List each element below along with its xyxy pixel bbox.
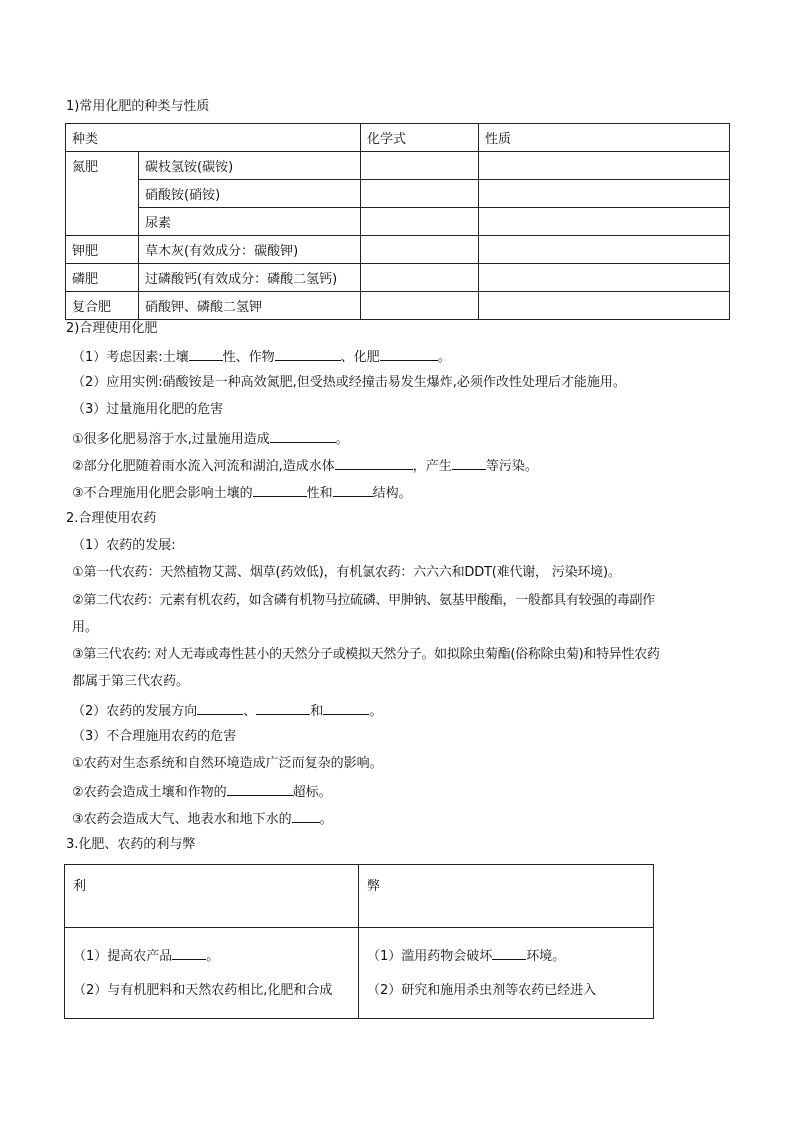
text-line: ①农药对生态系统和自然环境造成广泛而复杂的影响。	[72, 756, 383, 771]
fertilizer-table	[65, 123, 730, 320]
text-segment: 结构。	[372, 486, 412, 501]
table-row	[66, 208, 730, 236]
property-cell	[479, 180, 730, 208]
text-line	[73, 940, 350, 974]
text-line: ③第三代农药: 对人无毒或毒性甚小的天然分子或模拟天然分子。如拟除虫菊酯(俗称除虫菊)和特异性农药	[72, 647, 660, 662]
header-category: 种类	[66, 124, 361, 152]
category-cell: 氮肥	[66, 152, 139, 236]
text-segment: 。	[335, 432, 349, 447]
fill-blank	[380, 347, 438, 361]
text-segment: 、	[243, 704, 257, 719]
fertilizer-name: 尿素	[139, 208, 361, 236]
fertilizer-name: 过磷酸钙(有效成分：磷酸二氢钙)	[139, 264, 361, 292]
text-line: （3）过量施用化肥的危害	[72, 402, 224, 417]
text-segment: 和	[310, 704, 324, 719]
formula-cell	[361, 264, 479, 292]
formula-cell	[361, 180, 479, 208]
table-row	[66, 180, 730, 208]
text-segment: ①很多化肥易溶于水,过量施用造成	[72, 432, 270, 447]
category-cell: 复合肥	[66, 292, 139, 320]
fertilizer-name: 硝酸铵(硝铵)	[139, 180, 361, 208]
fertilizer-name: 碳枝氢铵(碳铵)	[139, 152, 361, 180]
text-segment: 、化肥	[340, 350, 380, 365]
table-row	[66, 152, 730, 180]
formula-cell	[361, 208, 479, 236]
table-row	[65, 928, 654, 1019]
fertilizer-name: 草木灰(有效成分：碳酸钾)	[139, 236, 361, 264]
fill-blank	[227, 782, 293, 796]
section2-title: 2)合理使用化肥	[66, 321, 158, 336]
text-line: （2）与有机肥料和天然农药相比,化肥和合成	[73, 983, 333, 998]
category-cell: 磷肥	[66, 264, 139, 292]
text-segment: ②农药会造成土壤和作物的	[72, 785, 227, 800]
pros-cell	[65, 928, 359, 1019]
text-segment: （1）考虑因素:土壤	[72, 350, 189, 365]
text-line	[72, 483, 412, 503]
text-segment: 超标。	[292, 785, 332, 800]
fill-blank	[270, 429, 336, 443]
text-segment: 环境。	[526, 949, 566, 964]
fertilizer-name: 硝酸钾、磷酸二氢钾	[139, 292, 361, 320]
fill-blank	[292, 809, 320, 823]
text-segment: 。	[206, 949, 220, 964]
formula-cell	[361, 152, 479, 180]
table-row	[66, 236, 730, 264]
category-cell: 钾肥	[66, 236, 139, 264]
text-segment: 性、作物	[222, 350, 275, 365]
text-line: 都属于第三代农药。	[72, 674, 190, 689]
header-cons: 弊	[359, 865, 654, 928]
fill-blank	[275, 347, 341, 361]
fill-blank	[197, 701, 243, 715]
text-segment: （1）提高农产品	[73, 949, 173, 964]
text-line	[72, 701, 382, 721]
property-cell	[479, 152, 730, 180]
text-line	[72, 782, 332, 802]
property-cell	[479, 292, 730, 320]
text-segment: 。	[437, 350, 451, 365]
table-header-row	[66, 124, 730, 152]
text-line	[367, 940, 645, 974]
text-segment: ，产生	[412, 459, 452, 474]
pros-cons-table	[64, 864, 654, 1019]
fill-blank	[253, 483, 307, 497]
fill-blank	[333, 483, 373, 497]
section1-title: 1)常用化肥的种类与性质	[66, 99, 210, 114]
text-line	[72, 809, 333, 829]
text-segment: ③农药会造成大气、地表水和地下水的	[72, 812, 292, 827]
header-formula: 化学式	[361, 124, 479, 152]
text-line	[72, 429, 349, 449]
text-segment: 。	[319, 812, 333, 827]
section3-title: 2.合理使用农药	[66, 511, 157, 526]
table-header-row	[65, 865, 654, 928]
text-segment: ②部分化肥随着雨水流入河流和湖泊,造成水体	[72, 459, 335, 474]
text-line: ②第二代农药：元素有机农药，如含磷有机物马拉硫磷、甲胂钠、氨基甲酸酯，一般都具有较强的毒副作	[72, 593, 655, 608]
table-row	[66, 264, 730, 292]
fill-blank	[323, 701, 369, 715]
text-segment: 性和	[306, 486, 333, 501]
text-line: （1）农药的发展:	[72, 538, 176, 553]
text-segment: 。	[369, 704, 383, 719]
section4-title: 3.化肥、农药的利与弊	[66, 837, 196, 852]
header-pros: 利	[65, 865, 359, 928]
text-line: ①第一代农药：天然植物艾蒿、烟草(药效低)，有机氯农药：六六六和DDT(难代谢， 污染环境)。	[72, 565, 621, 580]
text-segment: 等污染。	[485, 459, 538, 474]
fill-blank	[335, 456, 413, 470]
text-segment: （1）滥用药物会破坏	[367, 949, 493, 964]
text-segment: ③不合理施用化肥会影响土壤的	[72, 486, 253, 501]
text-line	[72, 456, 538, 476]
fill-blank	[492, 946, 526, 960]
text-line: （2）研究和施用杀虫剂等农药已经进入	[367, 983, 597, 998]
formula-cell	[361, 236, 479, 264]
fill-blank	[172, 946, 206, 960]
text-line: （2）应用实例:硝酸铵是一种高效氮肥,但受热或经撞击易发生爆炸,必须作改性处理后才能施用。	[72, 375, 626, 390]
header-property: 性质	[479, 124, 730, 152]
property-cell	[479, 208, 730, 236]
property-cell	[479, 236, 730, 264]
text-line: 用。	[72, 620, 99, 635]
table-row	[66, 292, 730, 320]
formula-cell	[361, 292, 479, 320]
text-line: （3）不合理施用农药的危害	[72, 729, 237, 744]
property-cell	[479, 264, 730, 292]
fill-blank	[452, 456, 486, 470]
fill-blank	[189, 347, 223, 361]
text-segment: （2）农药的发展方向	[72, 704, 198, 719]
fill-blank	[256, 701, 310, 715]
cons-cell	[359, 928, 654, 1019]
text-line	[72, 347, 451, 367]
